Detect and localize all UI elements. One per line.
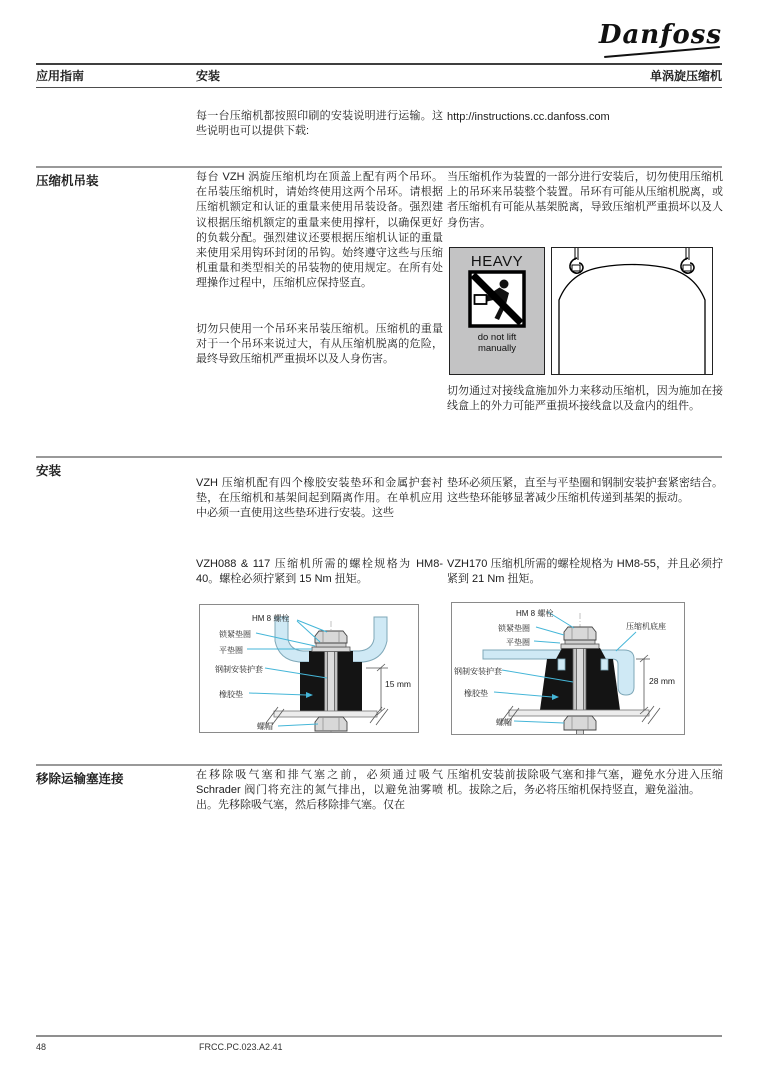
heavy-sign-title: HEAVY <box>470 253 524 270</box>
danfoss-logo <box>599 20 722 50</box>
compressor-dome-graphic <box>552 248 712 374</box>
header-top-rule <box>36 63 722 65</box>
sign-caption-line1: do not lift <box>477 332 517 343</box>
label-lock-washer: 锁紧垫圈 <box>498 624 530 633</box>
bolt-spec-vzh088: VZH088 & 117 压缩机所需的螺栓规格为 HM8-40。螺栓必须拧紧到 15 Nm 扭矩。 <box>196 558 443 586</box>
sign-caption-line2: manually <box>477 342 517 354</box>
header-chapter: 安装 <box>196 69 221 83</box>
header-doc-type: 应用指南 <box>36 69 85 83</box>
mounting-paragraph-left: VZH 压缩机配有四个橡胶安装垫环和金属护套衬垫，在压缩机和基架间起到隔离作用。在单机应用中必须一直使用这些垫环进行安装。这些 <box>196 477 443 520</box>
label-compressor-base: 压缩机底座 <box>626 622 666 631</box>
mounting-paragraph-right: 垫环必须压紧，直至与平垫圈和钢制安装护套紧密结合。这些垫环能够显著减少压缩机传递到基架的振动。 <box>447 477 723 505</box>
label-steel-sleeve: 钢制安装护套 <box>454 667 502 676</box>
instructions-url-link[interactable]: http://instructions.cc.danfoss.com <box>447 111 610 123</box>
section-divider <box>36 456 722 458</box>
terminal-box-warning-paragraph: 切勿通过对接线盒施加外力来移动压缩机，因为施加在接线盒上的外力可能严重损坏接线盒以及盒内的组件。 <box>447 385 723 413</box>
logo-text: Danfoss <box>598 20 722 50</box>
do-not-lift-icon <box>468 270 526 328</box>
label-hm8-bolt: HM 8 螺栓 <box>516 609 554 618</box>
header-bottom-rule <box>36 87 722 88</box>
bolt-spec-vzh170: VZH170 压缩机所需的螺栓规格为 HM8-55，并且必须拧紧到 21 Nm 扭矩。 <box>447 558 723 586</box>
heavy-warning-sign <box>449 247 545 375</box>
label-steel-sleeve: 钢制安装护套 <box>215 665 263 674</box>
dimension-15mm: 15 mm <box>385 679 411 689</box>
label-rubber-grommet: 橡胶垫 <box>219 690 243 699</box>
lifting-paragraph-1: 每台 VZH 涡旋压缩机均在顶盖上配有两个吊环。在吊装压缩机时，请始终使用这两个吊环。请根据压缩机额定和认证的重量来使用吊装设备。强烈建议根据压缩机额定的重量来使用撑杆，以确保更好的负载分配。强烈建议还要根据压缩机认证的重量来使用采用钩环封闭的吊钩。始终遵守这些与压缩机重量和类型相关的吊装物的使用规定。在所有处理操作过程中，压缩机应保持竖直。 <box>196 171 443 290</box>
plugs-paragraph-left: 在移除吸气塞和排气塞之前，必须通过吸气 Schrader 阀门将充注的氮气排出，以避免油雾喷出。先移除吸气塞，然后移除排气塞。仅在 <box>196 769 443 812</box>
label-hm8-bolt: HM 8 螺栓 <box>252 614 290 623</box>
footer-rule <box>36 1035 722 1037</box>
document-reference: FRCC.PC.023.A2.41 <box>199 1042 283 1052</box>
heavy-sign-caption <box>478 333 517 354</box>
label-flat-washer: 平垫圈 <box>506 638 530 647</box>
lifting-paragraph-2: 切勿只使用一个吊环来吊装压缩机。压缩机的重量对于一个吊环来说过大，有从压缩机脱离的危险，最终导致压缩机严重损坏以及人身伤害。 <box>196 323 443 366</box>
dimension-28mm: 28 mm <box>649 676 675 686</box>
compressor-lifting-illustration <box>551 247 713 375</box>
intro-paragraph: 每一台压缩机都按照印刷的安装说明进行运输。这些说明也可以提供下载: <box>196 110 443 138</box>
lifting-warning-paragraph: 当压缩机作为装置的一部分进行安装后，切勿使用压缩机上的吊环来吊装整个装置。吊环有可能从压缩机脱离，或者压缩机有可能从基架脱离，导致压缩机严重损坏以及人身伤害。 <box>447 171 723 229</box>
label-flat-washer: 平垫圈 <box>219 646 243 655</box>
label-lock-washer: 锁紧垫圈 <box>219 630 251 639</box>
section-title-mounting: 安装 <box>36 464 62 478</box>
label-rubber-grommet: 橡胶垫 <box>464 689 488 698</box>
section-divider <box>36 764 722 766</box>
mounting-diagram-vzh088 <box>199 604 419 733</box>
mounting-diagram-vzh170 <box>451 602 685 735</box>
section-title-lifting: 压缩机吊装 <box>36 174 99 188</box>
page-number: 48 <box>36 1042 47 1052</box>
label-nut: 螺帽 <box>496 718 512 727</box>
plugs-paragraph-right: 压缩机安装前拔除吸气塞和排气塞，避免水分进入压缩机。拔除之后，务必将压缩机保持竖直，避免溢油。 <box>447 769 723 797</box>
label-nut: 螺帽 <box>257 722 273 731</box>
section-divider <box>36 166 722 168</box>
header-product: 单涡旋压缩机 <box>649 69 722 83</box>
section-title-plugs: 移除运输塞连接 <box>36 772 124 786</box>
